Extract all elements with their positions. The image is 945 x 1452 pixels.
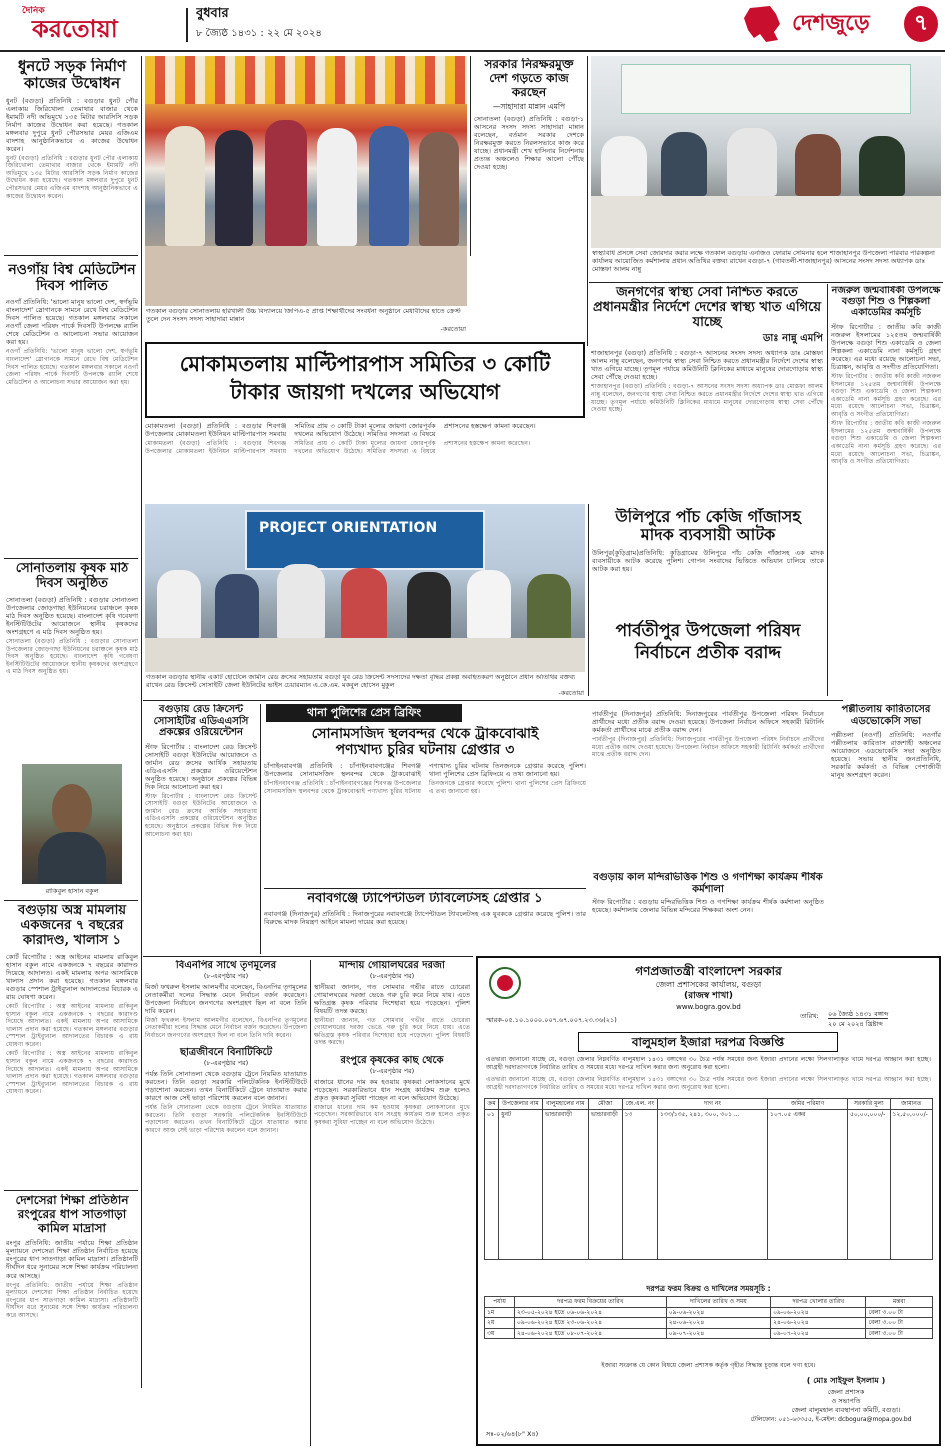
body-redcross-cont: স্টাফ রিপোর্টার : বাংলাদেশ রেড ক্রিসেন্ট সোসাইটি বগুড়া ইউনিটের আয়োজনে ও জার্মান রেড ক্রসের আর্থিক সহায়তায় এডিএএসসি প্রকল্পের ওরিয়েন্টেশন অনুষ্ঠিত হয়েছে। অনুষ্ঠানে প্রকল্পের বিভিন্ন দিক নিয়ে আলোচনা করা হয়। [145, 792, 257, 838]
body-sonamosjid-cont: চাঁপাইনবাবগঞ্জ প্রতিনিধি : চাঁপাইনবাবগঞ্জের শিবগঞ্জ উপজেলার সোনামসজিদ স্থলবন্দর থেকে ট্রাকবোঝাই পণ্যখাদ্য চুরির ঘটনায় তিনজনকে গ্রেপ্তার করেছে পুলিশ। থানা পুলিশের প্রেস ব্রিফিংয়ে এ তথ্য জানানো হয়। [264, 780, 586, 795]
body-mokamtola-cont: মোকামতলা (বগুড়া) প্রতিনিধি : বগুড়ার শিবগঞ্জ উপজেলার মোকামতলা ইউনিয়ন মাল্টিপারপাস সমবায় সমিতির প্রায় ৩ কোটি টাকা মূল্যের জায়গা জোরপূর্বক দখলের অভিযোগ উঠেছে। সমিতির সদস্যরা এ বিষয়ে প্রশাসনের হস্তক্ষেপ কামনা করেছেন। [145, 440, 531, 455]
byline-health: ডাঃ নান্নু এমপি [763, 332, 823, 344]
sch-cell: ২য় [485, 1318, 515, 1329]
schedule-table [484, 1296, 933, 1339]
body-health: শাজাহানপুর (বগুড়া) প্রতিনিধি : বগুড়া-৭ আসনের সংসদ সদস্য অধ্যাপক ডাঃ মোস্তফা আলম নান্নু বলেছেন, জনগণের স্বাস্থ্য সেবা নিশ্চিত করতে প্রধানমন্ত্রীর নির্দেশে দেশের স্বাস্থ্য খাত এগিয়ে যাচ্ছে। তৃণমূল পর্যায়ে কমিউনিটি ক্লিনিকের মাধ্যমে মানুষের দোরগোড়ায় স্বাস্থ্য সেবা পৌঁছে দেওয়া হচ্ছে। [591, 349, 823, 382]
article-bnp [145, 960, 307, 1446]
headline-ticketless: ছাত্রজীবনে বিনাটিকিটে [179, 1047, 273, 1059]
article-nawabganj [264, 892, 586, 954]
sch-th-submit: দাখিলের তারিখ ও সময় [666, 1297, 770, 1308]
body-bnp: মির্জা ফখরুল ইসলাম আলমগীর বলেছেন, বিএনপির তৃণমূলের নেতাকর্মীরা দলের সিদ্ধান্ত মেনে নির্বাচন বর্জন করেছেন। উপজেলা নির্বাচনে জনগণের অংশগ্রহণ ছিল না বলে তিনি দাবি করেন। [145, 982, 307, 1015]
headline-parbatipur: পার্বতীপুর উপজেলা পরিষদ নির্বাচনে প্রতীক বরাদ্দ [615, 621, 801, 664]
briefing-label [266, 704, 462, 722]
th-serial: ক্রম [485, 1099, 499, 1110]
sch-cell: ২৪-০৬-২০২৪ [771, 1318, 866, 1329]
headline-redcross: বগুড়ায় রেড ক্রিসেন্ট সোসাইটির এডিএএসসি প্রকল্পের ওরিয়েন্টেশন [153, 704, 249, 738]
body-arms-case-cont2: কোর্ট রিপোর্টার : অস্ত্র আইনের মামলায় রাকিবুল হাসান বকুল নামে একজনকে ৭ বছরের কারাদণ্ড দিয়েছে আদালত। একই মামলায় অপর আসামিকে খালাস প্রদান করা হয়েছে। গতকাল মঙ্গলবার বগুড়ার স্পেশাল ট্রাইব্যুনাল আদালতের বিচারক এ রায় ঘোষণা করেন। [6, 1050, 138, 1096]
body-health-cont: শাজাহানপুর (বগুড়া) প্রতিনিধি : বগুড়া-৭ আসনের সংসদ সদস্য অধ্যাপক ডাঃ মোস্তফা আলম নান্নু বলেছেন, জনগণের স্বাস্থ্য সেবা নিশ্চিত করতে প্রধানমন্ত্রীর নির্দেশে দেশের স্বাস্থ্য খাত এগিয়ে যাচ্ছে। তৃণমূল পর্যায়ে কমিউনিটি ক্লিনিকের মাধ্যমে মানুষের দোরগোড়ায় স্বাস্থ্য সেবা পৌঁছে দেওয়া হচ্ছে। [591, 383, 823, 414]
table-row [485, 1318, 933, 1329]
photo-students-credit: -করতোয়া [440, 326, 466, 333]
sch-th-phase: পর্যায় [485, 1297, 515, 1308]
headline-box-parbatipur [592, 620, 824, 690]
headline-rangpur-madrasa: দেশসেরা শিক্ষা প্রতিষ্ঠান রংপুরের ধাপ সাতগাড়া কামিল মাদ্রাসা [15, 1194, 129, 1235]
article-literacy [474, 58, 584, 238]
body-nazrul: স্টাফ রিপোর্টার : জাতীয় কবি কাজী নজরুল ইসলামের ১২৫তম জন্মবার্ষিকী উপলক্ষে বগুড়া শিশু একাডেমি ও জেলা শিল্পকলা একাডেমি নানা কর্মসূচি গ্রহণ করেছে। এর মধ্যে রয়েছে আলোচনা সভা, চিত্রাঙ্কন, আবৃত্তি ও সংগীত প্রতিযোগিতা। [831, 322, 941, 371]
article-naogaon-meditation [6, 262, 138, 554]
sch-th-open: দরপত্র খোলার তারিখ [771, 1297, 866, 1308]
sch-cell: বেলা ৩.০০ টা [866, 1328, 933, 1339]
sch-cell: ০৯-০৬-২০২৪ হতে ২৩-০৬-২০২৪ [515, 1318, 667, 1329]
td-jl: ১৩ [622, 1109, 658, 1259]
masthead-date: ৮ জ্যৈষ্ঠ ১৪৩১ : ২২ মে ২০২৪ [196, 28, 322, 39]
body-naogaon-meditation-cont: নওগাঁ প্রতিনিধি: 'ভালো মানুষ ভালো দেশ, স্বর্গভূমি বাংলাদেশ' স্লোগানকে সামনে রেখে বিশ্ব মেডিটেশন দিবস পালিত হয়েছে। গতকাল মঙ্গলবার সকালে নওগাঁ জেলা পরিষদ পার্কে দিবসটি উপলক্ষে র‌্যালি শেষে মেডিটেশন ও আলোচনা সভার আয়োজন করা হয়। [6, 348, 138, 386]
td-mouza: ভান্ডারবাড়ী [588, 1109, 622, 1259]
notice-date-label: তারিখ: [800, 1012, 819, 1020]
sch-cell: ৩য় [485, 1328, 515, 1339]
th-mahal: বালুমহালের নাম [542, 1099, 588, 1110]
headline-naogaon-meditation: নওগাঁয় বিশ্ব মেডিটেশন দিবস পালিত [8, 262, 136, 295]
headline-literacy: সরকার নিরক্ষরমুক্ত দেশ গড়তে কাজ করছেন [484, 58, 574, 99]
td-mahal: ভান্ডারবাড়ী [542, 1109, 588, 1259]
th-dag: দাগ নং [658, 1099, 768, 1110]
photo-seminar [591, 56, 941, 248]
notice-signer-title-2: ও সভাপতি [831, 1397, 861, 1405]
th-deposit: জামানত [890, 1099, 933, 1110]
notice-signer-title-3: জেলা বালুমহাল ব্যবস্থাপনা কমিটি, বগুড়া। [791, 1406, 901, 1414]
body-arms-case: কোর্ট রিপোর্টার : অস্ত্র আইনের মামলায় রাকিবুল হাসান বকুল নামে একজনকে ৭ বছরের কারাদণ্ড দিয়েছে আদালত। একই মামলায় অপর আসামিকে খালাস প্রদান করা হয়েছে। গতকাল মঙ্গলবার বগুড়ার স্পেশাল ট্রাইব্যুনাল আদালতের বিচারক এ রায় ঘোষণা করেন। [6, 952, 138, 1001]
notice-ad-ref: সঃ-০২/৬৪(৮" X৪) [486, 1430, 539, 1438]
sch-cell: ২৩-০৫-২০২৪ হতে ০৬-০৬-২০২৪ [515, 1307, 667, 1318]
headline-temple-workshop: বগুড়ায় কাল মন্দিরভিত্তিক শিশু ও গণশিক্ষা কার্যক্রম শীর্ষক কর্মশালা [593, 872, 823, 895]
td-area: ১০৭.০৫ একর [768, 1109, 848, 1259]
sch-cell: ০৯-০৬-২০২৪ [666, 1307, 770, 1318]
sch-cell: বেলা ৩.০০ টা [866, 1307, 933, 1318]
photo-project-caption: গতকাল বগুড়ার স্থানীয় একটি হোটেলে জার্মান রেড ক্রসের সহায়তায় বগুড়া যুব রেড ক্রিসেন্ট সদস্যদের দক্ষতা বৃদ্ধির প্রকল্প অবহিতকরণ অনুষ্ঠানে প্রধান অতিথির বক্তব্য রাখেন রেড ক্রিসেন্ট সোসাইটি জেলা ইউনিটের ভাইস চেয়ারম্যান এ.কে.এম. মকবুল হোসেন মুকুল [146, 674, 576, 689]
td-deposit: ১২,৫০,০০০/- [890, 1109, 933, 1259]
body-rangpur-farmer: বাজারে ধানের দাম কম হওয়ায় কৃষকরা লোকসানের মুখে পড়েছেন। সরকারিভাবে ধান সংগ্রহ কার্যক্রম শুরু হলেও প্রকৃত কৃষকরা সুবিধা পাচ্ছেন না বলে অভিযোগ উঠেছে। [314, 1077, 470, 1102]
article-sonatola-field-day [6, 562, 138, 762]
headline-ulipur-2: মাদক ব্যবসায়ী আটক [640, 525, 776, 545]
table-row [485, 1328, 933, 1339]
headline-nazrul: নজরুল জন্মবার্ষিকী উপলক্ষে বগুড়া শিশু ও শিল্পকলা একাডেমির কর্মসূচি [831, 286, 941, 318]
photo-students-caption: গতকাল বগুড়ার সোনাতলায় হরিখালী উচ্চ বিদ্যালয়ে জিপিএ-৫ প্রাপ্ত শিক্ষার্থীদের সংবর্ধনা অনুষ্ঠানে মেধাবীদের হাতে ক্রেস্ট তুলে দেন সংসদ সদস্য সাহাদারা মান্নান [146, 308, 461, 323]
article-pollitala [831, 704, 941, 892]
notice-office: জেলা প্রশাসকের কার্যালয়, বগুড়া [655, 980, 762, 989]
article-health [591, 286, 823, 500]
sch-cell: ২৪-০৬-২০২৪ [666, 1318, 770, 1329]
body-sonatola-field-day: সোনাতলা (বগুড়া) প্রতিনিধি : বগুড়ার সোনাতলা উপজেলার জোড়গাছা ইউনিয়নের চরাঞ্চলে কৃষক মাঠ দিবস অনুষ্ঠিত হয়েছে। বাংলাদেশ কৃষি গবেষণা ইনস্টিটিউটের আয়োজনে স্থানীয় কৃষকদের অংশগ্রহণে এ মাঠ দিবস অনুষ্ঠিত হয়। [6, 595, 138, 636]
article-arms-case [6, 904, 138, 1186]
body-manda: স্থানীয়রা জানান, গত সোমবার গভীর রাতে চোরেরা গোয়ালঘরের দরজা ভেঙে গরু চুরি করে নিয়ে যায়। এতে ক্ষতিগ্রস্ত কৃষক পরিবার দিশেহারা হয়ে পড়েছেন। পুলিশ বিষয়টি তদন্ত করছে। [314, 982, 470, 1015]
body-pollitala: পল্লীতলা (নওগাঁ) প্রতিনিধি: নওগাঁর পল্লীতলায় কারিতাস রাজশাহী অঞ্চলের আয়োজনে এডভোকেসি সভা অনুষ্ঠিত হয়েছে। সভায় স্থানীয় জনপ্রতিনিধি, সরকারি কর্মকর্তা ও বিভিন্ন পেশাজীবী মানুষ অংশগ্রহণ করেন। [831, 731, 941, 780]
page-number: ৭ [904, 6, 938, 42]
notice-web: www.bogra.gov.bd [676, 1003, 741, 1011]
body-literacy: সোনাতলা (বগুড়া) প্রতিনিধি : বগুড়া-১ আসনের সংসদ সদস্য সাহাদারা মান্নান বলেছেন, বর্তমান সরকার দেশকে নিরক্ষরমুক্ত করতে নিরলসভাবে কাজ করে যাচ্ছে। প্রধানমন্ত্রী শেখ হাসিনার নির্দেশনায় প্রত্যন্ত অঞ্চলেও শিক্ষার আলো পৌঁছে দেওয়া হচ্ছে। [474, 114, 584, 171]
headline-ulipur-1: উলিপুরে পাঁচ কেজি গাঁজাসহ [615, 508, 801, 526]
article-manda [314, 960, 470, 1446]
section-title: দেশজুড়ে [792, 10, 870, 36]
body-rangpur-farmer-cont: বাজারে ধানের দাম কম হওয়ায় কৃষকরা লোকসানের মুখে পড়েছেন। সরকারিভাবে ধান সংগ্রহ কার্যক্রম শুরু হলেও প্রকৃত কৃষকরা সুবিধা পাচ্ছেন না বলে অভিযোগ উঠেছে। [314, 1103, 470, 1126]
body-parbatipur-cont: পার্বতীপুর (দিনাজপুর) প্রতিনিধি: দিনাজপুরের পার্বতীপুর উপজেলা পরিষদ নির্বাচনে প্রার্থীদের মধ্যে প্রতীক বরাদ্দ দেওয়া হয়েছে। উপজেলা নির্বাচন অফিসে সহকারী রিটার্নিং কর্মকর্তা প্রার্থীদের মাঝে প্রতীক বরাদ্দ দেন। [592, 736, 824, 759]
notice-footer-note: ইজারা সংক্রান্ত যে কোন বিষয়ে জেলা প্রশাসক কর্তৃক গৃহীত সিদ্ধান্ত চূড়ান্ত বলে গণ্য হবে। [601, 1362, 816, 1369]
headline-pollitala: পল্লীতলায় কারিতাসের এডভোকেসি সভা [841, 704, 931, 727]
body-naogaon-meditation: নওগাঁ প্রতিনিধি: 'ভালো মানুষ ভালো দেশ, স্বর্গভূমি বাংলাদেশ' স্লোগানকে সামনে রেখে বিশ্ব মেডিটেশন দিবস পালিত হয়েছে। গতকাল মঙ্গলবার সকালে নওগাঁ জেলা পরিষদ পার্কে দিবসটি উপলক্ষে র‌্যালি শেষে মেডিটেশন ও আলোচনা সভার আয়োজন করা হয়। [6, 298, 138, 347]
article-redcross [145, 704, 257, 954]
body-ticketless: পর্যন্ত তিনি সোনাতলা থেকে বগুড়ায় ট্রেনে নিয়মিত যাতায়াত করতেন। তিনি বগুড়া সরকারি পলিটেকনিক ইনস্টিটিউটে পড়াশোনা করতেন। তখন বিনাটিকিটে ট্রেনে যাতায়াত করার কারণে আজ সেই ভাড়া পরিশোধ করলেন বলে জানান। [145, 1070, 307, 1103]
body-dhunot-road: ধুনট (বগুড়া) প্রতিনিধি : বগুড়ার ধুনট পৌর এলাকায় জিরিখোলা তেমাথার বাজার থেকে ইমামটি নদী অভিমুখে ১৩৫ মিটার আরসিসি সড়ক নির্মাণ কাজের উদ্বোধন করা হয়েছে। গতকাল মঙ্গলবার দুপুরে ধুনট পৌরসভার মেয়র এজিএম বাদশাহ আনুষ্ঠানিকভাবে এ কাজের উদ্বোধন করেন। [6, 96, 138, 153]
body-dhunot-road-cont: ধুনট (বগুড়া) প্রতিনিধি : বগুড়ার ধুনট পৌর এলাকায় জিরিখোলা তেমাথার বাজার থেকে ইমামটি নদী অভিমুখে ১৩৫ মিটার আরসিসি সড়ক নির্মাণ কাজের উদ্বোধন করা হয়েছে। গতকাল মঙ্গলবার দুপুরে ধুনট পৌরসভার মেয়র এজিএম বাদশাহ আনুষ্ঠানিকভাবে এ কাজের উদ্বোধন করেন। [6, 154, 138, 200]
body-temple-workshop: স্টাফ রিপোর্টার : বগুড়ায় মন্দিরভিত্তিক শিশু ও গণশিক্ষা কার্যক্রম শীর্ষক কর্মশালা অনুষ্ঠিত হয়েছে। কর্মশালায় জেলার বিভিন্ন মন্দিরের শিক্ষকরা অংশ নেন। [592, 898, 824, 915]
body-bnp-cont: মির্জা ফখরুল ইসলাম আলমগীর বলেছেন, বিএনপির তৃণমূলের নেতাকর্মীরা দলের সিদ্ধান্ত মেনে নির্বাচন বর্জন করেছেন। উপজেলা নির্বাচনে জনগণের অংশগ্রহণ ছিল না বলে তিনি দাবি করেন। [145, 1016, 307, 1039]
headline-mokamtola: মোকামতলায় মাল্টিপারপাস সমিতির ৩ কোটি টাকার জায়গা দখলের অভিযোগ [179, 351, 551, 405]
notice-gov: গণপ্রজাতন্ত্রী বাংলাদেশ সরকার [635, 964, 782, 978]
briefing-label-text: থানা পুলিশের প্রেস ব্রিফিং [306, 706, 422, 719]
notice-signer-title-1: জেলা প্রশাসক [827, 1388, 865, 1396]
body-mokamtola: মোকামতলা (বগুড়া) প্রতিনিধি : বগুড়ার শিবগঞ্জ উপজেলার মোকামতলা ইউনিয়ন মাল্টিপারপাস সমবায় সমিতির প্রায় ৩ কোটি টাকা মূল্যের জায়গা জোরপূর্বক দখলের অভিযোগ উঠেছে। সমিতির সদস্যরা এ বিষয়ে প্রশাসনের হস্তক্ষেপ কামনা করেছেন। [145, 422, 536, 439]
td-upazila: ধুনট [499, 1109, 543, 1259]
logo-small-text: দৈনিক [22, 6, 45, 16]
body-nazrul-cont2: স্টাফ রিপোর্টার : জাতীয় কবি কাজী নজরুল ইসলামের ১২৫তম জন্মবার্ষিকী উপলক্ষে বগুড়া শিশু একাডেমি ও জেলা শিল্পকলা একাডেমি নানা কর্মসূচি গ্রহণ করেছে। এর মধ্যে রয়েছে আলোচনা সভা, চিত্রাঙ্কন, আবৃত্তি ও সংগীত প্রতিযোগিতা। [831, 420, 941, 466]
td-price: ৫০,০০,০০০/- [848, 1109, 890, 1259]
body-rangpur-madrasa-cont: রংপুর প্রতিনিধি: জাতীয় পর্যায়ে শিক্ষা প্রতিষ্ঠান মূল্যায়নে দেশসেরা শিক্ষা প্রতিষ্ঠান নির্বাচিত হয়েছে রংপুরের ধাপ সাতগাড়া কামিল মাদ্রাসা। প্রতিষ্ঠানটি দীর্ঘদিন ধরে সুনামের সঙ্গে শিক্ষা কার্যক্রম পরিচালনা করে আসছে। [6, 1281, 138, 1319]
jump-bnp: (৮-এরপৃষ্ঠার পর) [203, 971, 249, 980]
body-ulipur: উলিপুর(কুড়িগ্রাম)প্রতিনিধি: কুড়িগ্রামের উলিপুরে পাঁচ কেজি গাঁজাসহ এক মাদক ব্যবসায়ীকে আটক করেছে পুলিশ। গোপন সংবাদের ভিত্তিতে অভিযান চালিয়ে তাকে আটক করা হয়। [592, 548, 824, 573]
schedule-title: দরপত্র ফরম বিক্রয় ও দাখিলের সময়সূচি : [646, 1284, 771, 1293]
photo-project-orientation: PROJECT ORIENTATION [145, 504, 585, 672]
jump-manda: (৮-এরপৃষ্ঠার পর) [369, 971, 415, 980]
notice-signer-contact: টেলিফোন: ০৫১-৬৩৩৫৫, ই-মেইল: dcbogura@mopa.gov.bd [750, 1416, 912, 1423]
headline-rangpur-farmer: রংপুরে কৃষকের কাছ থেকে [340, 1055, 444, 1066]
gov-notice [476, 956, 941, 1446]
byline-literacy: —সাহাদারা মান্নান এমপি [492, 102, 566, 112]
photo-students-reception [145, 56, 467, 306]
body-parbatipur: পার্বতীপুর (দিনাজপুর) প্রতিনিধি: দিনাজপুরের পার্বতীপুর উপজেলা পরিষদ নির্বাচনে প্রার্থীদের মধ্যে প্রতীক বরাদ্দ দেওয়া হয়েছে। উপজেলা নির্বাচন অফিসে সহকারী রিটার্নিং কর্মকর্তা প্রার্থীদের মাঝে প্রতীক বরাদ্দ দেন। [592, 710, 824, 735]
notice-memo: স্মারক-০৫.১০.১০০০.০০৭.৬৭.০০৭.২৩.৩৬(২১) [486, 1016, 617, 1024]
body-arms-case-cont: কোর্ট রিপোর্টার : অস্ত্র আইনের মামলায় রাকিবুল হাসান বকুল নামে একজনকে ৭ বছরের কারাদণ্ড দিয়েছে আদালত। একই মামলায় অপর আসামিকে খালাস প্রদান করা হয়েছে। গতকাল মঙ্গলবার বগুড়ার স্পেশাল ট্রাইব্যুনাল আদালতের বিচারক এ রায় ঘোষণা করেন। [6, 1003, 138, 1048]
logo-name: করতোয়া [32, 14, 118, 42]
headline-sonamosjid-2: পণ্যখাদ্য চুরির ঘটনায় গ্রেপ্তার ৩ [335, 742, 515, 759]
headline-arms-case: বগুড়ায় অস্ত্র মামলায় একজনের ৭ বছরের কারাদণ্ড, খালাস ১ [17, 904, 127, 948]
sch-cell: ২৪-০৬-২০২৪ হতে ০৮-০৭-২০২৪ [515, 1328, 667, 1339]
masthead-day: বুধবার [196, 6, 229, 21]
photo-project-credit: -করতোয়া [558, 690, 584, 697]
headline-sonamosjid-1: সোনামসজিদ স্থলবন্দর থেকে ট্রাকবোঝাই [311, 726, 539, 742]
article-mokamtola [145, 422, 585, 502]
headline-nawabganj: নবাবগঞ্জে ট্যাপেন্টাডল ট্যাবলেটসহ গ্রেপ্তার ১ [307, 892, 543, 906]
headline-box-mokamtola [145, 342, 585, 418]
article-nazrul [831, 286, 941, 696]
article-sonamosjid [264, 726, 586, 886]
notice-date-2: ২০ মে ২০২৪ খ্রিষ্টাব্দ [828, 1020, 883, 1028]
body-ticketless-cont: পর্যন্ত তিনি সোনাতলা থেকে বগুড়ায় ট্রেনে নিয়মিত যাতায়াত করতেন। তিনি বগুড়া সরকারি পলিটেকনিক ইনস্টিটিউটে পড়াশোনা করতেন। তখন বিনাটিকিটে ট্রেনে যাতায়াত করার কারণে আজ সেই ভাড়া পরিশোধ করলেন বলে জানান। [145, 1104, 307, 1134]
th-price: সরকারি মূল্য [848, 1099, 890, 1110]
sch-th-remark: মন্তব্য [866, 1297, 933, 1308]
headline-health: জনগণের স্বাস্থ্য সেবা নিশ্চিত করতে প্রধানমন্ত্রীর নির্দেশে দেশের স্বাস্থ্য খাত এগিয়ে যাচ্ছে [592, 286, 821, 330]
notice-date-1: ০৬ জ্যৈষ্ঠ ১৪৩১ বঙ্গাব্দ [828, 1010, 889, 1018]
photo-seminar-caption: স্বাস্থ্যবিধি প্রসঙ্গে সেবা জোরদার করার লক্ষে গতকাল বগুড়ায় এনজিও ফোরাম সেমিনার হলে শাজাহানপুর উপজেলা পরিবার পরিকল্পনা কার্যালয় আয়োজিত কর্মশালায় প্রধান অতিথির বক্তব্য রাখেন বগুড়া-৭ (গাবতলী-শাজাহানপুর) আসনের সংসদ সদস্য অধ্যাপক ডাঃ মোস্তফা আলম নান্নু [592, 250, 935, 273]
notice-intro-cont: এতদ্বারা জানানো যাচ্ছে যে, বগুড়া জেলার নিম্নবর্ণিত বালুমহাল ১৪৩১ বঙ্গাব্দের ৩০ চৈত্র পর্যন্ত সময়ের জন্য ইজারা প্রদানের লক্ষ্যে সিলগালাকৃত খামে দরপত্র আহ্বান করা হচ্ছে। আগ্রহী দরদাতাগণকে নির্ধারিত তারিখ ও সময়ের মধ্যে দরপত্র দাখিল করার জন্য অনুরোধ করা হলো। [486, 1076, 931, 1091]
th-jl: জে.এল. নং [622, 1099, 658, 1110]
headline-manda: মান্দায় গোয়ালঘরের দরজা [339, 960, 445, 971]
schedule-header [485, 1297, 933, 1308]
body-sonatola-field-day-cont: সোনাতলা (বগুড়া) প্রতিনিধি : বগুড়ার সোনাতলা উপজেলার জোড়গাছা ইউনিয়নের চরাঞ্চলে কৃষক মাঠ দিবস অনুষ্ঠিত হয়েছে। বাংলাদেশ কৃষি গবেষণা ইনস্টিটিউটের আয়োজনে স্থানীয় কৃষকদের অংশগ্রহণে এ মাঠ দিবস অনুষ্ঠিত হয়। [6, 638, 138, 676]
portrait-photo [22, 764, 122, 884]
section-tag [740, 4, 940, 46]
headline-bnp: বিএনপির সাথে তৃণমূলের [175, 960, 277, 971]
jump-rangpur-farmer: (৮-এরপৃষ্ঠার পর) [369, 1066, 415, 1075]
notice-branch: (রাজস্ব শাখা) [684, 991, 733, 1001]
portrait-caption: রাকিবুল হাসান বকুল [45, 888, 99, 895]
bangladesh-map-icon [740, 4, 786, 44]
sch-cell: ০৯-০৭-২০২৪ [666, 1328, 770, 1339]
article-parbatipur [592, 710, 824, 870]
notice-intro: এতদ্বারা জানানো যাচ্ছে যে, বগুড়া জেলার নিম্নবর্ণিত বালুমহাল ১৪৩১ বঙ্গাব্দের ৩০ চৈত্র পর্যন্ত সময়ের জন্য ইজারা প্রদানের লক্ষ্যে সিলগালাকৃত খামে দরপত্র আহ্বান করা হচ্ছে। আগ্রহী দরদাতাগণকে নির্ধারিত তারিখ ও সময়ের মধ্যে দরপত্র দাখিল করার জন্য অনুরোধ করা হলো। [486, 1056, 931, 1071]
body-sonamosjid: চাঁপাইনবাবগঞ্জ প্রতিনিধি : চাঁপাইনবাবগঞ্জের শিবগঞ্জ উপজেলার সোনামসজিদ স্থলবন্দর থেকে ট্রাকবোঝাই পণ্যখাদ্য চুরির ঘটনায় তিনজনকে গ্রেপ্তার করেছে পুলিশ। থানা পুলিশের প্রেস ব্রিফিংয়ে এ তথ্য জানানো হয়। [264, 762, 586, 779]
jump-ticketless: (৮-এরপৃষ্ঠার পর) [203, 1058, 249, 1067]
notice-table-header [485, 1099, 933, 1110]
article-rangpur-madrasa [6, 1194, 138, 1446]
notice-signer: ( মোঃ সাইফুল ইসলাম ) [806, 1376, 886, 1385]
article-temple-workshop [592, 872, 824, 952]
newspaper-logo [22, 6, 182, 42]
table-row [485, 1307, 933, 1318]
body-nawabganj: নবাবগঞ্জ (দিনাজপুর) প্রতিনিধি : দিনাজপুরের নবাবগঞ্জে ট্যাপেন্টাডল ট্যাবলেটসহ এক যুবককে গ্রেপ্তার করেছে পুলিশ। তার বিরুদ্ধে মাদক নিয়ন্ত্রণ আইনে মামলা দায়ের করা হয়েছে। [264, 909, 586, 926]
td-dag: ১৩৩/১৩৫, ২৪১, ৩০০, ৩০১ ... [658, 1109, 768, 1259]
notice-main-table [484, 1098, 933, 1260]
headline-sonatola-field-day: সোনাতলায় কৃষক মাঠ দিবস অনুষ্ঠিত [15, 562, 129, 591]
article-ulipur [592, 508, 824, 618]
notice-title: বালুমহাল ইজারা দরপত্র বিজ্ঞপ্তি [631, 1035, 785, 1049]
sch-cell: ০৯-০৭-২০২৪ [771, 1328, 866, 1339]
sch-th-sale: দরপত্র ফরম বিক্রয়ের তারিখ [515, 1297, 667, 1308]
td-serial: ০১ [485, 1109, 499, 1259]
masthead [0, 0, 945, 50]
notice-title-box [578, 1032, 838, 1052]
sch-cell: বেলা ৩.০০ টা [866, 1318, 933, 1329]
headline-dhunot-road: ধুনটে সড়ক নির্মাণ কাজের উদ্বোধন [17, 58, 127, 93]
body-manda-cont: স্থানীয়রা জানান, গত সোমবার গভীর রাতে চোরেরা গোয়ালঘরের দরজা ভেঙে গরু চুরি করে নিয়ে যায়। এতে ক্ষতিগ্রস্ত কৃষক পরিবার দিশেহারা হয়ে পড়েছেন। পুলিশ বিষয়টি তদন্ত করছে। [314, 1016, 470, 1047]
article-dhunot-road [6, 58, 138, 248]
th-mouza: মৌজা [588, 1099, 622, 1110]
body-rangpur-madrasa: রংপুর প্রতিনিধি: জাতীয় পর্যায়ে শিক্ষা প্রতিষ্ঠান মূল্যায়নে দেশসেরা শিক্ষা প্রতিষ্ঠান নির্বাচিত হয়েছে রংপুরের ধাপ সাতগাড়া কামিল মাদ্রাসা। প্রতিষ্ঠানটি দীর্ঘদিন ধরে সুনামের সঙ্গে শিক্ষা কার্যক্রম পরিচালনা করে আসছে। [6, 1239, 138, 1280]
body-nazrul-cont: স্টাফ রিপোর্টার : জাতীয় কবি কাজী নজরুল ইসলামের ১২৫তম জন্মবার্ষিকী উপলক্ষে বগুড়া শিশু একাডেমি ও জেলা শিল্পকলা একাডেমি নানা কর্মসূচি গ্রহণ করেছে। এর মধ্যে রয়েছে আলোচনা সভা, চিত্রাঙ্কন, আবৃত্তি ও সংগীত প্রতিযোগিতা। [831, 372, 941, 418]
th-area: জমির পরিমাণ [768, 1099, 848, 1110]
sch-cell: ১ম [485, 1307, 515, 1318]
sch-cell: ০৯-০৬-২০২৪ [771, 1307, 866, 1318]
th-upazila: উপজেলার নাম [499, 1099, 543, 1110]
body-redcross: স্টাফ রিপোর্টার : বাংলাদেশ রেড ক্রিসেন্ট সোসাইটি বগুড়া ইউনিটের আয়োজনে ও জার্মান রেড ক্রসের আর্থিক সহায়তায় এডিএএসসি প্রকল্পের ওরিয়েন্টেশন অনুষ্ঠিত হয়েছে। অনুষ্ঠানে প্রকল্পের বিভিন্ন দিক নিয়ে আলোচনা করা হয়। [145, 742, 257, 791]
table-row [485, 1109, 933, 1259]
